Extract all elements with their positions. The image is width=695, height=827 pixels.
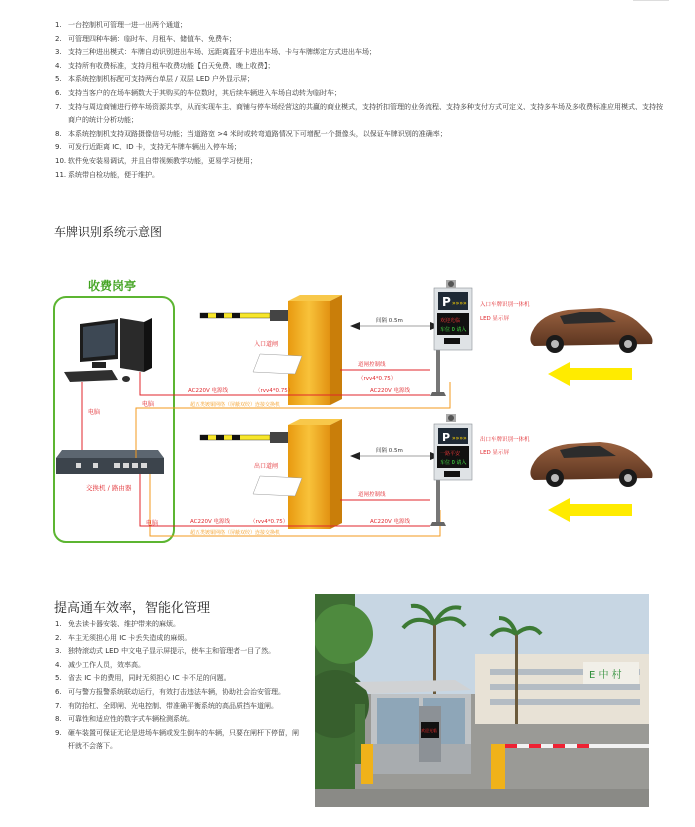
photo-led-text: 欢迎光临 bbox=[421, 728, 437, 733]
photo-sign: E 中 村 bbox=[589, 670, 622, 681]
arrow-sign-bottom: »»»» bbox=[452, 435, 467, 442]
benefit-text: 砸车装置可保证无论是进场车辆或发生倒车的车辆，只要在闸杆下停留，闸杆就不会落下。 bbox=[68, 728, 299, 751]
feature-number: 8. bbox=[55, 129, 62, 138]
benefit-text: 可与警方报警系统联动运行，有效打击违法车辆，协助社会治安管理。 bbox=[68, 687, 285, 696]
led-text-bottom-2: 车位 0 请入 bbox=[440, 460, 467, 466]
feature-item bbox=[55, 141, 665, 155]
feature-number: 4. bbox=[55, 61, 62, 70]
benefit-text: 省去 IC 卡的费用，同时无须担心 IC 卡不足的问题。 bbox=[68, 674, 231, 683]
p-sign-top: P bbox=[442, 295, 451, 309]
rvv-top: （rvv4*0.75） bbox=[358, 376, 397, 382]
led-text-bottom-1: 一路平安 bbox=[440, 451, 461, 457]
feature-number: 3. bbox=[55, 48, 62, 57]
distance-top: 间隔 0.5m bbox=[376, 318, 403, 324]
benefit-item bbox=[55, 686, 305, 700]
benefit-text: 独特滚动式 LED 中文电子显示屏提示，使车主和管理者一目了然。 bbox=[68, 647, 276, 656]
feature-number: 2. bbox=[55, 34, 62, 43]
p-sign-bottom: P bbox=[442, 431, 451, 444]
cable-label-computer: 电脑 bbox=[88, 409, 101, 416]
benefit-item bbox=[55, 727, 305, 754]
network-top: 超五类镀铜网络（屏蔽双绞）连接交换机 bbox=[190, 402, 281, 408]
feature-item bbox=[55, 155, 665, 169]
feature-item bbox=[55, 33, 665, 47]
exit-loop bbox=[253, 476, 302, 496]
feature-text: 支持当客户的在场车辆数大于其购买的车位数时，其后续车辆进入车场自动转为临时车； bbox=[68, 88, 341, 97]
feature-item bbox=[55, 46, 665, 60]
feature-number: 5. bbox=[55, 75, 62, 84]
benefit-number: 2. bbox=[55, 633, 62, 642]
feature-number: 9. bbox=[55, 143, 62, 152]
benefit-item bbox=[55, 632, 305, 646]
exit-led-device bbox=[430, 414, 472, 526]
benefit-text: 可靠性和适应性的数字式车辆检测系统。 bbox=[68, 715, 194, 724]
booth-label: 收费岗亭 bbox=[88, 279, 137, 293]
feature-number: 6. bbox=[55, 88, 62, 97]
feature-item bbox=[55, 101, 665, 128]
exit-device-label: 出口车牌识别一体机 bbox=[480, 437, 530, 443]
signal-line-top: 道闸控制线 bbox=[358, 362, 386, 368]
feature-text: 支持所有收费标准，支持月租车收费功能【白天免费、晚上收费】； bbox=[68, 61, 275, 70]
feature-number: 10. bbox=[55, 156, 67, 165]
feature-text: 软件免安装易调试，并且自带视频教学功能，更易学习使用； bbox=[68, 156, 257, 165]
benefit-number: 7. bbox=[55, 701, 62, 710]
feature-item bbox=[55, 169, 665, 183]
feature-text: 一台控制机可管理一进一出两个通道； bbox=[68, 21, 187, 29]
booth-photo bbox=[315, 594, 649, 807]
feature-text: 可管理四种车辆：临时车、月租车、储值车、免费车； bbox=[68, 34, 236, 43]
direction-arrow-bottom bbox=[548, 498, 632, 522]
computer-icon bbox=[64, 318, 152, 382]
feature-number: 11. bbox=[55, 170, 67, 179]
power-bottom-right: AC220V 电源线 bbox=[370, 519, 411, 525]
feature-text: 本系统控制机支持双路摄像信号功能；当道路宽 >4 米时或转弯道路情况下可增配一个摄像头，以保证车牌识别的准确率； bbox=[68, 129, 447, 138]
feature-item bbox=[55, 87, 665, 101]
benefit-item bbox=[55, 645, 305, 659]
feature-text: 支持与周边商铺进行停车场资源共享，从而实现车主、商铺与停车场经营这的共赢的商业模式，支持折扣管理的业务流程、支持多种支付方式可定义、支持多车场及多收费标准应用模式、支持按商户的统计分析功能； bbox=[68, 102, 663, 125]
benefit-number: 3. bbox=[55, 647, 62, 656]
feature-item bbox=[55, 19, 665, 33]
benefit-number: 6. bbox=[55, 687, 62, 696]
benefit-number: 4. bbox=[55, 660, 62, 669]
entry-led-device bbox=[430, 280, 472, 396]
power-top-right: AC220V 电源线 bbox=[370, 388, 411, 394]
entry-device-label: 入口车牌识别一体机 bbox=[480, 302, 530, 308]
arrow-sign-top: »»»» bbox=[452, 300, 467, 307]
distance-bottom: 间隔 0.5m bbox=[376, 448, 403, 454]
benefit-number: 9. bbox=[55, 728, 62, 737]
exit-gate bbox=[288, 425, 330, 529]
switch-icon bbox=[56, 450, 164, 474]
feature-text: 本系统控制机标配可支持两台单层 / 双层 LED 户外显示屏； bbox=[68, 75, 254, 84]
power-top-mid: （rvv4*0.75） bbox=[255, 388, 294, 394]
benefit-text: 免去读卡器安装、维护带来的麻烦。 bbox=[68, 620, 180, 628]
led-text-top-2: 车位 0 请入 bbox=[440, 327, 467, 333]
feature-item bbox=[55, 128, 665, 142]
feature-item bbox=[55, 60, 665, 74]
cable-label-left: 电脑 bbox=[142, 401, 155, 408]
diagram-title: 车牌识别系统示意图 bbox=[54, 225, 163, 239]
benefit-item bbox=[55, 659, 305, 673]
rvv-bottom: （rvv4*0.75） bbox=[250, 519, 289, 525]
car-bottom-icon bbox=[530, 442, 652, 487]
entry-barrier-label: 入口道闸 bbox=[254, 341, 279, 348]
cable-label-bottom: 电脑 bbox=[146, 520, 159, 527]
top-divider bbox=[633, 0, 669, 1]
feature-text: 系统带自检功能，便于维护。 bbox=[68, 170, 159, 179]
led-label-top: LED 显示屏 bbox=[480, 316, 510, 322]
benefit-number: 1. bbox=[55, 620, 62, 628]
benefit-item bbox=[55, 700, 305, 714]
feature-text: 可发行近距离 IC、ID 卡，支持无车牌车辆出入停车场； bbox=[68, 143, 241, 152]
power-top-left: AC220V 电源线 bbox=[188, 388, 229, 394]
benefit-text: 减少工作人员，效率高。 bbox=[68, 660, 145, 669]
benefits-list bbox=[55, 618, 305, 754]
feature-text: 支持三种进出模式：车牌自动识别进出车场、远距离蓝牙卡进出车场、卡与车牌绑定方式进出车场； bbox=[68, 48, 376, 57]
switch-label: 交换机 / 路由器 bbox=[86, 484, 132, 492]
feature-item bbox=[55, 73, 665, 87]
benefit-text: 车主无须担心用 IC 卡丢失造成的麻烦。 bbox=[68, 633, 192, 642]
entry-gate bbox=[288, 301, 330, 405]
signal-line-bottom: 道闸控制线 bbox=[358, 492, 386, 498]
benefit-item bbox=[55, 672, 305, 686]
benefits-title: 提高通车效率，智能化管理 bbox=[54, 601, 211, 616]
exit-barrier-label: 出口道闸 bbox=[254, 463, 279, 470]
feature-number: 7. bbox=[55, 102, 62, 111]
benefit-number: 8. bbox=[55, 715, 62, 724]
led-label-bottom: LED 显示屏 bbox=[480, 450, 510, 456]
benefit-text: 有防抬杠、全即闸、光电控制、带准确平衡系统的高品质挡车道闸。 bbox=[68, 701, 278, 710]
feature-number: 1. bbox=[55, 21, 62, 29]
benefit-item bbox=[55, 618, 305, 632]
power-bottom-left: AC220V 电源线 bbox=[190, 519, 231, 525]
benefit-number: 5. bbox=[55, 674, 62, 683]
led-text-top-1: 欢迎光临 bbox=[440, 318, 461, 324]
plate-recognition-diagram bbox=[40, 264, 680, 554]
network-bottom: 超五类镀铜网络（屏蔽双绞）连接交换机 bbox=[190, 530, 281, 536]
entry-loop bbox=[253, 354, 302, 374]
feature-list bbox=[55, 19, 665, 182]
car-top-icon bbox=[530, 308, 652, 353]
direction-arrow-top bbox=[548, 362, 632, 386]
benefit-item bbox=[55, 713, 305, 727]
